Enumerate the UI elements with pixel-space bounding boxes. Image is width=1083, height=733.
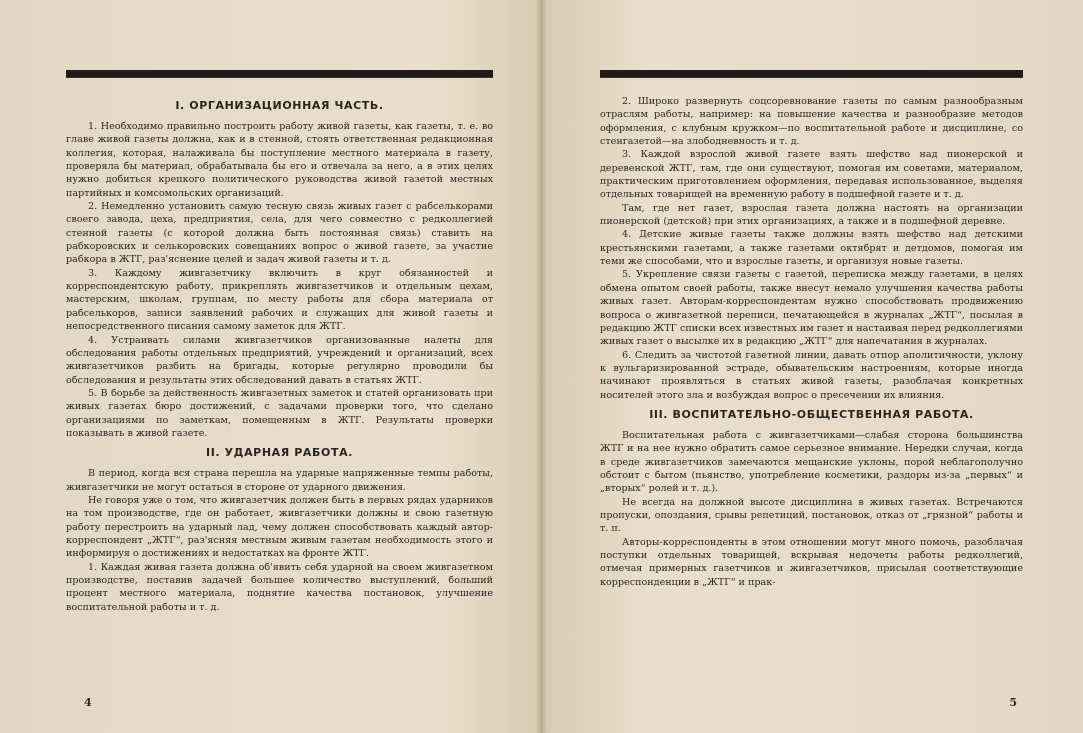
paragraph: 6. Следить за чистотой газетной линии, давать отпор аполитичности, уклону к вульгаризированной эстраде, обывательским настроениям, которые иногда начинают проявляться в статьях живой газеты, разоблачая конкретных носителей этого зла и возбуждая вопрос о пресечении их влияния. (600, 349, 1023, 401)
section-3-title: III. ВОСПИТАТЕЛЬНО-ОБЩЕСТВЕННАЯ РАБОТА. (649, 407, 974, 421)
paragraph: 5. Укрепление связи газеты с газетой, переписка между газетами, в целях обмена опытом своей работы, также внесут немало улучшения качества работы живых газет. Авторам-корреспондентам нужно способствовать продвижению вопроса о живгазетной переписи, печатающейся в журналах „ЖТГ“, посылая в редакцию ЖТГ списки всех известных им газет и настаивая перед редколлегиями живых газет о высылке их в редакцию „ЖТГ“ для напечатания в журналах. (600, 269, 1023, 348)
top-rule-left (66, 70, 493, 77)
paragraph: Не говоря уже о том, что живгазетчик должен быть в первых рядах ударников на том производстве, где он работает, живгазетчики должны и свою газетную работу перестроить на ударный лад, чему должен способствовать каждый автор-корреспондент „ЖТГ“, раз'ясняя местным живым газетам необходимость этого и информируя о достижениях и недостатках на фронте ЖТГ. (66, 494, 493, 560)
right-page (542, 0, 1083, 733)
paragraph: 1. Необходимо правильно построить работу живой газеты, как газеты, т. е. во главе живой газеты должна, как и в стенной, стоять ответственная редакционная коллегия, которая, налаживала бы поступление местного материала в газету, проверяла бы материал, обрабатывала бы его и отвечала за него, а в этих целях нужно добиться крепкого политического руководства живой газетой местных партийных и комсомольских организаций. (66, 121, 493, 199)
paragraph: Воспитательная работа с живгазетчиками—слабая сторона большинства ЖТГ и на нее нужно обратить самое серьезное внимание. Нередки случаи, когда в среде живгазетчиков замечаются мещанские уклоны, порой неблагополучно обстоит с бытом (пьянство, употребление косметики, раздоры из-за „первых“ и „вторых“ ролей и т. д.). (600, 429, 1023, 495)
paragraph: 4. Устраивать силами живгазетчиков организованные налеты для обследования работы отдельных предприятий, учреждений и организаций, всех живгазетчиков разбить на бригады, которые регулярно проводили бы обследования и результаты этих обследований давать в статьях ЖТГ. (66, 334, 493, 386)
top-rule-right (600, 70, 1023, 77)
paragraph: Не всегда на должной высоте дисциплина в живых газетах. Встречаются пропуски, опоздания, срывы репетиций, постановок, отказ от „грязной“ работы и т. п. (600, 496, 1023, 535)
paragraph: В период, когда вся страна перешла на ударные напряженные темпы работы, живгазетчики не могут остаться в стороне от ударного движения. (66, 468, 493, 493)
paragraph: 4. Детские живые газеты также должны взять шефство над детскими крестьянскими газетами, а также газетами октябрят и детдомов, помогая им теми же способами, что и взрослые газеты, и организуя новые газеты. (600, 229, 1023, 268)
section-2-title: II. УДАРНАЯ РАБОТА. (206, 446, 353, 460)
left-page (0, 0, 541, 733)
section-1-title: I. ОРГАНИЗАЦИОННАЯ ЧАСТЬ. (175, 99, 384, 112)
paragraph: 1. Каждая живая газета должна об'явить себя ударной на своем живгазетном производстве, поставив задачей большее количество выступлений, больший процент местного материала, поднятие качества постановок, улучшение воспитательной работы и т. д. (66, 561, 493, 613)
paragraph: Авторы-корреспонденты в этом отношении могут много помочь, разоблачая поступки отдельных товарищей, вскрывая недочеты работы редколлегий, отмечая примерных газетчиков и живгазетчиков, присылая соответствующие корреспонденции в „ЖТГ“ и прак- (600, 536, 1023, 588)
page-number-right: 5 (1009, 696, 1017, 709)
paragraph: 3. Каждой взрослой живой газете взять шефство над пионерской и деревенской ЖТГ, там, где они существуют, помогая им советами, материалом, практическим приготовлением оформления, передавая использованное, выделяя отдельных товарищей на временную работу в подшефной газете и т. д. (600, 149, 1023, 201)
paragraph: 2. Широко развернуть соцсоревнование газеты по самым разнообразным отраслям работы, например: на повышение качества и разнообразие методов оформления, с клубным кружком—по воспитательной работе и дисциплине, со стенгазетой—на злободневность и т. д. (600, 96, 1023, 148)
paragraph: Там, где нет газет, взрослая газета должна настоять на организации пионерской (детской) при этих организациях, а также и в подшефной деревне. (600, 202, 1023, 228)
page-number-left: 4 (84, 696, 92, 709)
paragraph: 2. Немедленно установить самую тесную связь живых газет с рабселькорами своего завода, цеха, предприятия, села, для чего совместно с редколлегией стенной газеты (с которой должна быть постоянная связь) ставить на рабкоровских и селькоровских совещаниях вопрос о живой газете, за участие рабкора в ЖТГ, раз'яснение целей и задач живой газеты и т. д. (66, 201, 493, 266)
paragraph: 5. В борьбе за действенность живгазетных заметок и статей организовать при живых газетах бюро достижений, с задачами проверки того, что сделано организациями по заметкам, помещенным в ЖТГ. Результаты проверки показывать в живой газете. (66, 387, 493, 439)
paragraph: 3. Каждому живгазетчику включить в круг обязанностей и корреспондентскую работу, прикреплять живгазетчиков и отдельным цехам, мастерским, школам, группам, по месту работы для сбора материала от рабселькоров, записи заявлений рабочих и служащих для живой газеты и непосредственного писания самому заметок для ЖТГ. (66, 267, 493, 333)
